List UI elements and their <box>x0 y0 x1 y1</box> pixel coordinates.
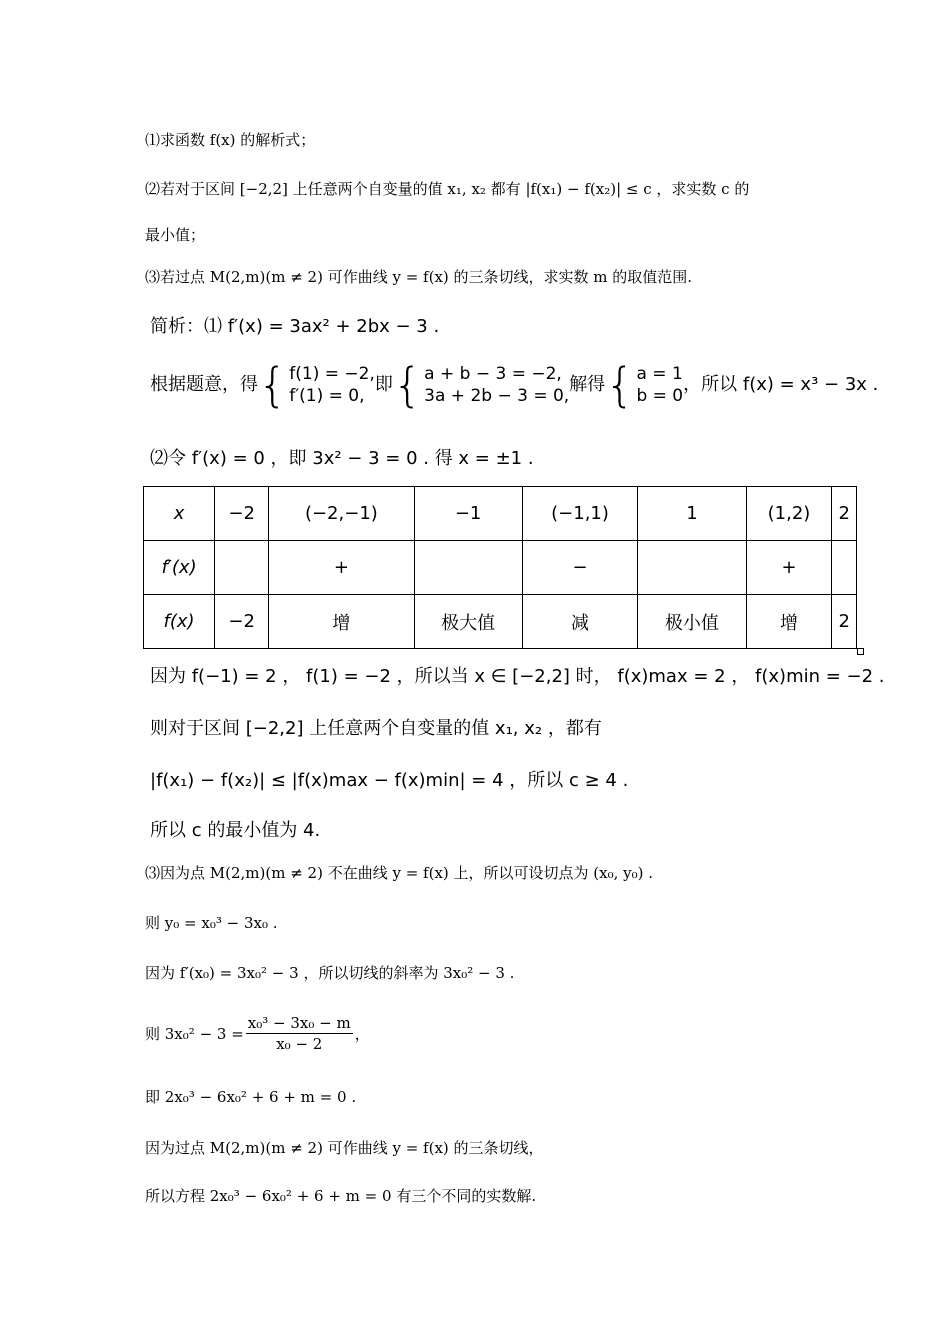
system-3-eq-b: b = 0 <box>636 386 684 406</box>
table-cell: −1 <box>414 487 522 541</box>
table-cell <box>215 541 269 595</box>
part3-three-roots: 所以方程 2x₀³ − 6x₀² + 6 + m = 0 有三个不同的实数解. <box>145 1187 537 1205</box>
table-cell: + <box>746 541 832 595</box>
table-cell <box>638 541 746 595</box>
fraction-numerator: x₀³ − 3x₀ − m <box>247 1014 351 1032</box>
fraction-denominator: x₀ − 2 <box>276 1035 323 1053</box>
table-cell: −2 <box>215 595 269 649</box>
system-2-eq-b: 3a + 2b − 3 = 0, <box>424 386 570 406</box>
question-part2-cont: 最小值； <box>145 226 206 244</box>
table-cell: 增 <box>269 595 414 649</box>
table-cell: f′(x) <box>144 541 215 595</box>
system-2-eq-a: a + b − 3 = −2, <box>424 364 562 384</box>
question-part1: ⑴求函数 f(x) 的解析式； <box>145 131 316 149</box>
table-row-fprime <box>144 541 857 595</box>
part3-slope: 因为 f′(x₀) = 3x₀² − 3 ，所以切线的斜率为 3x₀² − 3 . <box>145 964 515 982</box>
system-2: { a + b − 3 = −2, 3a + 2b − 3 = 0, <box>392 358 570 412</box>
fraction-suffix: ， <box>354 1024 370 1043</box>
table-cell: (1,2) <box>746 487 832 541</box>
table-cell: x <box>144 487 215 541</box>
question-part3: ⑶若过点 M(2,m)(m ≠ 2) 可作曲线 y = f(x) 的三条切线，求实数 m 的取值范围. <box>145 268 693 286</box>
system-3: { a = 1 b = 0 <box>605 358 684 412</box>
table-row-f <box>144 595 857 649</box>
solution-inequality: |f(x₁) − f(x₂)| ≤ |f(x)max − f(x)min| = 4 ，所以 c ≥ 4 . <box>150 770 629 791</box>
system-1: { f(1) = −2, f′(1) = 0, <box>258 358 375 412</box>
system-3-eq-a: a = 1 <box>636 364 683 384</box>
table-cell <box>832 541 857 595</box>
part3-cubic: 即 2x₀³ − 6x₀² + 6 + m = 0 . <box>145 1088 357 1106</box>
system-1-eq-b: f′(1) = 0, <box>289 386 365 406</box>
table-cell: 2 <box>832 595 857 649</box>
part3-y0: 则 y₀ = x₀³ − 3x₀ . <box>145 914 278 932</box>
table-cell: 极大值 <box>414 595 522 649</box>
table-cell: (−1,1) <box>522 487 638 541</box>
table-cell: (−2,−1) <box>269 487 414 541</box>
table-cell: − <box>522 541 638 595</box>
part3-fraction-equation <box>145 1013 370 1054</box>
fraction-prefix: 则 3x₀² − 3 = <box>145 1024 244 1043</box>
resize-handle-icon[interactable] <box>857 648 864 655</box>
system-prefix: 根据题意，得 <box>150 374 258 395</box>
part3-intro: ⑶因为点 M(2,m)(m ≠ 2) 不在曲线 y = f(x) 上，所以可设切点为 (x₀, y₀) . <box>145 864 654 882</box>
system-1-eq-a: f(1) = −2, <box>289 364 375 384</box>
table-cell: 增 <box>746 595 832 649</box>
system-mid2: 解得 <box>569 374 606 395</box>
table-cell: + <box>269 541 414 595</box>
table-cell: 极小值 <box>638 595 746 649</box>
solution-min-c: 所以 c 的最小值为 4. <box>150 820 321 841</box>
solution-derivative: 简析：⑴ f′(x) = 3ax² + 2bx − 3 . <box>150 316 440 337</box>
solution-extrema: 因为 f(−1) = 2 ， f(1) = −2 ，所以当 x ∈ [−2,2] 时， f(x)max = 2 ， f(x)min = −2 . <box>150 666 885 687</box>
table-cell: −2 <box>215 487 269 541</box>
solution-critical-points: ⑵令 f′(x) = 0 ，即 3x² − 3 = 0 . 得 x = ±1 . <box>150 448 534 469</box>
solution-system <box>150 358 879 412</box>
system-mid: 即 <box>374 374 393 395</box>
table-cell: f(x) <box>144 595 215 649</box>
table-cell: 2 <box>832 487 857 541</box>
part3-three-tangents: 因为过点 M(2,m)(m ≠ 2) 可作曲线 y = f(x) 的三条切线， <box>145 1139 544 1157</box>
solution-interval: 则对于区间 [−2,2] 上任意两个自变量的值 x₁, x₂ ，都有 <box>150 718 602 739</box>
table-row-x <box>144 487 857 541</box>
system-suffix: ，所以 f(x) = x³ − 3x . <box>683 374 879 395</box>
fraction <box>246 1013 353 1054</box>
table-cell: 减 <box>522 595 638 649</box>
question-part2: ⑵若对于区间 [−2,2] 上任意两个自变量的值 x₁, x₂ 都有 |f(x₁) − f(x₂)| ≤ c ，求实数 c 的 <box>145 180 750 198</box>
variation-table <box>143 486 857 649</box>
table-cell <box>414 541 522 595</box>
table-cell: 1 <box>638 487 746 541</box>
